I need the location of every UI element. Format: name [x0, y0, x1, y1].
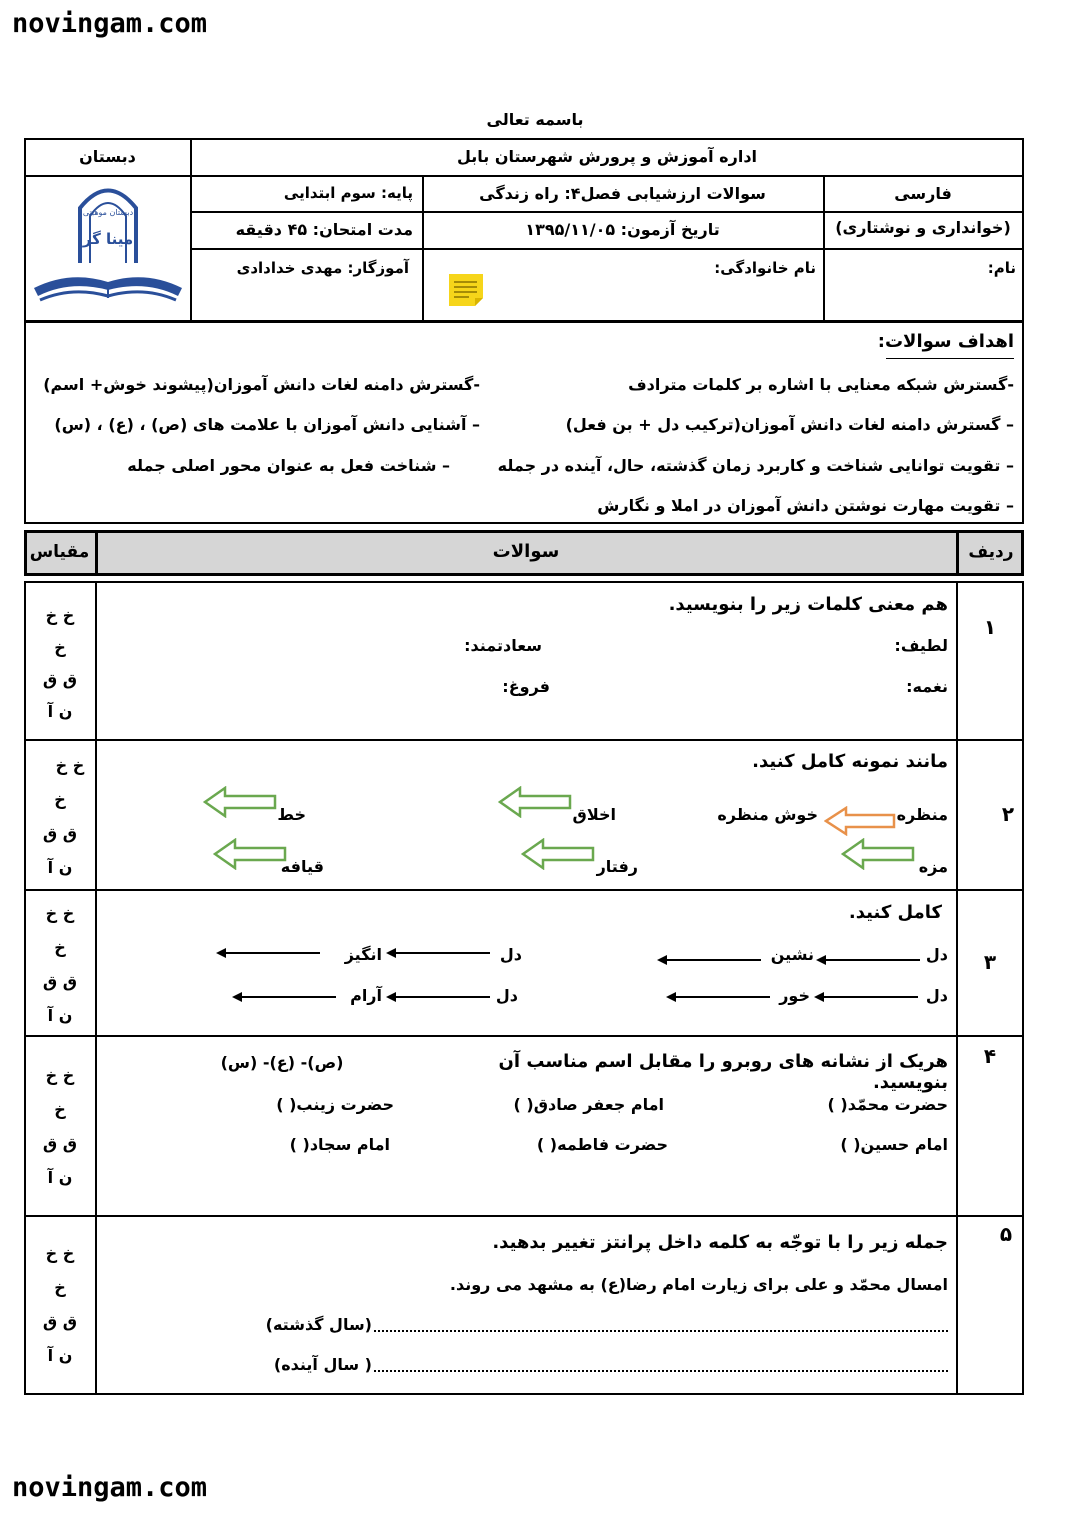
- q1-word-naghmeh: نغمه:: [906, 677, 948, 696]
- q5-past-label: (سال گذشته): [265, 1315, 372, 1334]
- family-label: نام خانوادگی:: [714, 259, 816, 277]
- goal-item: – تقویت مهارت نوشتن دانش آموزان در املا و نگارش: [597, 496, 1014, 515]
- logo-text: مینا گر: [82, 230, 134, 248]
- q2-example-word: منظره: [896, 805, 948, 824]
- name-label: نام:: [987, 259, 1016, 277]
- note-icon: [449, 274, 483, 306]
- q3-title: کامل کنید.: [848, 902, 942, 923]
- q2-word-mazeh: مزه: [918, 857, 948, 876]
- q3-arrow: [216, 947, 320, 959]
- q5-title: جمله زیر را با توجّه به کلمه داخل پرانتز تغییر بدهید.: [492, 1232, 948, 1253]
- exam-date: تاریخ آزمون: ۱۳۹۵/۱۱/۰۵: [525, 220, 720, 239]
- q3-arrow: [386, 947, 490, 959]
- q3-word-neshin: نشین: [770, 945, 814, 964]
- q4-name-hossein: امام حسین( ): [840, 1135, 948, 1154]
- q2-word-ghiafeh: قیافه: [280, 857, 324, 876]
- col-questions-header: سوالات: [492, 541, 560, 562]
- office-title: اداره آموزش و پرورش شهرستان بابل: [456, 147, 758, 166]
- question-number-2: ۲: [1001, 802, 1015, 826]
- school-label: دبستان: [79, 147, 136, 166]
- q2-example-answer: خوش منظره: [717, 805, 818, 824]
- q1-word-latif: لطیف:: [894, 636, 948, 655]
- q2-arrow: [498, 786, 572, 818]
- q1-title: هم معنی کلمات زیر را بنویسید.: [668, 594, 948, 615]
- question-number-4: ۴: [983, 1044, 997, 1068]
- q3-dil: دل: [495, 986, 518, 1005]
- q5-future-label: ( سال آینده): [273, 1355, 372, 1374]
- q4-name-mohammad: حضرت محمّد( ): [827, 1095, 948, 1114]
- q3-arrow: [814, 991, 918, 1003]
- subject-sub: (خوانداری و نوشتاری): [835, 218, 1011, 237]
- teacher: آموزگار: مهدی خدادادی: [236, 259, 409, 277]
- exam-title: سوالات ارزشیابی فصل۴: راه زندگی: [479, 184, 766, 203]
- q2-arrow: [213, 838, 287, 870]
- col-criteria-header: مقیاس: [29, 542, 90, 562]
- watermark-bottom: novingam.com: [12, 1472, 208, 1503]
- grade: پایه: سوم ابتدایی: [283, 184, 413, 202]
- invocation: باسمه تعالی: [486, 110, 584, 129]
- goal-item: -گسترش دامنه لغات دانش آموزان(پیشوند خوش+ اسم): [43, 375, 480, 394]
- q5-answer-line-future[interactable]: [374, 1370, 948, 1372]
- q2-word-khat: خط: [277, 805, 306, 824]
- q4-name-sajjad: امام سجاد( ): [289, 1135, 390, 1154]
- school-logo: [30, 178, 186, 318]
- q3-arrow: [386, 991, 490, 1003]
- q4-title: هریک از نشانه های روبرو را مقابل اسم مناسب آن بنویسید.: [498, 1051, 948, 1093]
- q3-dil: دل: [925, 945, 948, 964]
- question-number-3: ۳: [983, 950, 997, 974]
- subject: فارسی: [894, 184, 952, 203]
- q4-signs: (ص)- (ع)- (س): [220, 1053, 344, 1072]
- q4-name-zeynab: حضرت زینب( ): [276, 1095, 394, 1114]
- q1-word-forough: فروغ:: [502, 677, 550, 696]
- q3-word-angiz: انگیز: [344, 945, 382, 964]
- goal-item: – شناخت فعل به عنوان محور اصلی جمله: [127, 456, 450, 475]
- question-number-5: ۵: [999, 1222, 1013, 1246]
- q2-arrow: [203, 786, 277, 818]
- watermark-top: novingam.com: [12, 8, 208, 39]
- q3-arrow: [666, 991, 770, 1003]
- goal-item: -گسترش شبکه معنایی با اشاره بر کلمات مترادف: [628, 375, 1014, 394]
- q2-word-raftar: رفتار: [596, 857, 638, 876]
- questions-table: [24, 581, 1024, 1395]
- col-row-header: ردیف: [968, 542, 1014, 562]
- q2-arrow: [841, 838, 915, 870]
- q2-arrow: [521, 838, 595, 870]
- q3-arrow: [657, 954, 761, 966]
- logo-subtext: دبستان موهبتی: [82, 208, 134, 217]
- q4-name-fatemeh: حضرت فاطمه( ): [536, 1135, 668, 1154]
- q5-answer-line-past[interactable]: [374, 1330, 948, 1332]
- q3-dil: دل: [925, 986, 948, 1005]
- goal-item: – تقویت توانایی شناخت و کاربرد زمان گذشته، حال، آینده در جمله: [497, 456, 1014, 475]
- q3-word-khor: خور: [779, 986, 810, 1005]
- q3-arrow: [232, 991, 336, 1003]
- q4-name-jafar: امام جعفر صادق( ): [513, 1095, 664, 1114]
- q3-word-aram: آرام: [350, 986, 382, 1005]
- q1-word-saadatmand: سعادتمند:: [464, 636, 542, 655]
- q5-sentence: امسال محمّد و علی برای زیارت امام رضا(ع) به مشهد می روند.: [449, 1275, 948, 1294]
- goal-item: – آشنایی دانش آموزان با علامت های (ص) ، (ع) ، (س): [54, 415, 480, 434]
- goal-item: – گسترش دامنه لغات دانش آموزان(ترکیب دل + بن فعل): [565, 415, 1014, 434]
- duration: مدت امتحان: ۴۵ دقیقه: [235, 220, 413, 239]
- q2-example-arrow: [824, 806, 896, 836]
- goals-title: اهداف سوالات:: [877, 331, 1014, 352]
- q3-arrow: [816, 954, 920, 966]
- q3-dil: دل: [499, 945, 522, 964]
- q2-title: مانند نمونه کامل کنید.: [752, 751, 948, 772]
- question-number-1: ۱: [983, 615, 997, 639]
- q2-word-akhlagh: اخلاق: [572, 805, 616, 824]
